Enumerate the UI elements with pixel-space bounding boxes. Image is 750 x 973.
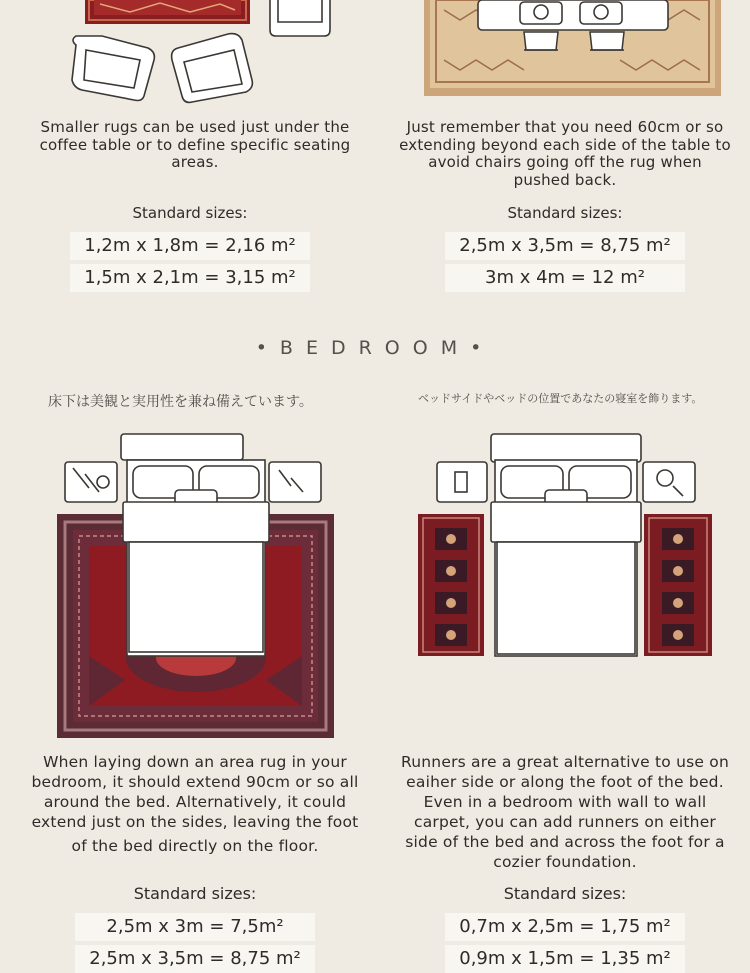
bedroom-left-caption: When laying down an area rug in your bedroom, it should extend 90cm or so all around the bed. Alternatively, it could extend just on the sides, leaving the foot of the bed directly on the floor. (31, 753, 359, 855)
bedroom-heading: •BEDROOM• (255, 337, 495, 359)
bedroom-left-standard-label: Standard sizes: (133, 884, 257, 903)
armchair-right (172, 34, 253, 103)
bedroom-left-illustration (55, 430, 340, 742)
bedroom-right-size-1: 0,7m x 2,5m = 1,75 m² (445, 913, 685, 941)
dining-table (478, 0, 668, 30)
living-right-illustration (420, 0, 725, 100)
living-right-standard-label: Standard sizes: (507, 204, 623, 222)
living-left-size-2: 1,5m x 2,1m = 3,15 m² (70, 264, 310, 292)
bedroom-left-size-2: 2,5m x 3,5m = 8,75 m² (75, 945, 315, 973)
living-right-size-2: 3m x 4m = 12 m² (445, 264, 685, 292)
living-right-caption: Just remember that you need 60cm or so extending beyond each side of the table to avoid chairs going off the rug when pushed back. (399, 118, 731, 189)
bedroom-right-jp-text: ベッドサイドやベッドの位置であなたの寝室を飾ります。 (418, 392, 703, 405)
nightstand-right-2 (643, 462, 695, 502)
nightstand-left (65, 462, 117, 502)
living-left-caption: Smaller rugs can be used just under the coffee table or to define specific seating areas. (39, 118, 351, 171)
living-left-standard-label: Standard sizes: (132, 204, 248, 222)
runner-left (418, 514, 484, 656)
living-right-size-1: 2,5m x 3,5m = 8,75 m² (445, 232, 685, 260)
runner-right (644, 514, 712, 656)
armchair-left (72, 36, 154, 101)
living-left-illustration (60, 0, 350, 105)
small-rug (85, 0, 250, 24)
armchair-top-right (270, 0, 330, 36)
bed-2 (491, 434, 641, 656)
bedroom-right-caption: Runners are a great alternative to use on eaiher side or along the foot of the bed. Even in a bedroom with wall to wall carpet, you can add runners on either side of the bed and across the foot for a cozier foundation. (400, 753, 729, 871)
bed (121, 434, 269, 656)
bedroom-right-standard-label: Standard sizes: (503, 884, 627, 903)
living-left-size-1: 1,2m x 1,8m = 2,16 m² (70, 232, 310, 260)
nightstand-left-2 (437, 462, 487, 502)
nightstand-right (269, 462, 321, 502)
bedroom-left-jp-text: 床下は美観と実用性を兼ね備えています。 (48, 394, 313, 410)
bedroom-left-size-1: 2,5m x 3m = 7,5m² (75, 913, 315, 941)
bedroom-right-illustration (415, 430, 715, 665)
bedroom-right-size-2: 0,9m x 1,5m = 1,35 m² (445, 945, 685, 973)
